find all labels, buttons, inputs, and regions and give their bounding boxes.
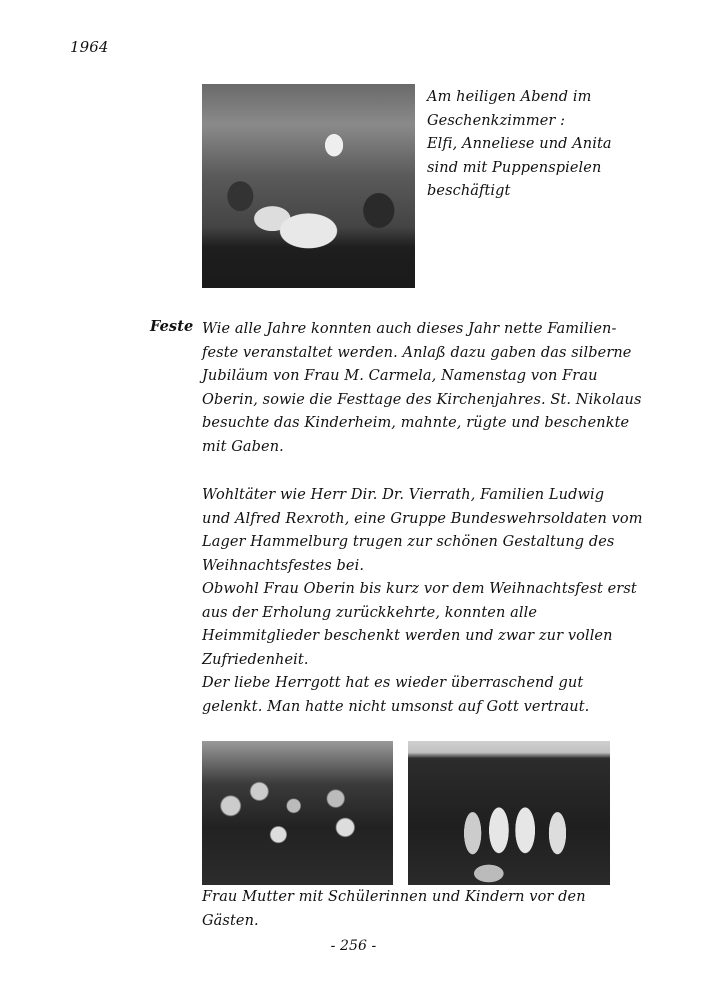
paragraph-benefactors: [202, 484, 643, 719]
photo-caption-christmas-eve: [427, 86, 627, 204]
page-number: - 256 -: [330, 938, 377, 954]
caption-line: beschäftigt: [427, 183, 511, 199]
caption-line: Geschenkzimmer :: [427, 112, 566, 129]
text-line: mit Gaben.: [202, 438, 284, 455]
caption-line: Elfi, Anneliese und Anita: [427, 136, 612, 152]
text-line: Jubiläum von Frau M. Carmela, Namenstag von Frau: [202, 368, 598, 384]
text-line: Heimmitglieder beschenkt werden und zwar zur vollen: [202, 628, 613, 644]
text-line: Wohltäter wie Herr Dir. Dr. Vierrath, Familien Ludwig: [202, 487, 605, 503]
text-line: gelenkt. Man hatte nicht umsonst auf Gott vertraut.: [202, 698, 590, 715]
photo-christmas-gift-room: [202, 84, 415, 288]
photo-children-performance: [408, 741, 610, 885]
text-line: Obwohl Frau Oberin bis kurz vor dem Weihnachtsfest erst: [202, 581, 637, 597]
caption-line: sind mit Puppenspielen: [427, 159, 602, 176]
text-line: Der liebe Herrgott hat es wieder überraschend gut: [202, 675, 584, 691]
photo-audience-guests: [202, 741, 393, 885]
text-line: Wie alle Jahre konnten auch dieses Jahr nette Familien-: [202, 321, 617, 337]
caption-line: Frau Mutter mit Schülerinnen und Kindern vor den: [202, 889, 586, 905]
caption-line: Gästen.: [202, 912, 259, 929]
text-line: feste veranstaltet werden. Anlaß dazu gaben das silberne: [202, 344, 632, 361]
text-line: und Alfred Rexroth, eine Gruppe Bundeswehrsoldaten vom: [202, 510, 643, 527]
text-line: Lager Hammelburg trugen zur schönen Gestaltung des: [202, 534, 615, 550]
year-heading: 1964: [70, 38, 109, 56]
text-line: Weihnachtsfestes bei.: [202, 557, 365, 574]
paragraph-festivities: [202, 318, 642, 459]
section-label: Feste: [150, 318, 194, 335]
text-line: Zufriedenheit.: [202, 651, 309, 668]
text-line: aus der Erholung zurückkehrte, konnten alle: [202, 604, 537, 621]
text-line: Oberin, sowie die Festtage des Kirchenjahres. St. Nikolaus: [202, 391, 642, 408]
text-line: besuchte das Kinderheim, mahnte, rügte und beschenkte: [202, 415, 630, 431]
photo-caption-performance: [202, 886, 602, 933]
caption-line: Am heiligen Abend im: [427, 89, 592, 105]
